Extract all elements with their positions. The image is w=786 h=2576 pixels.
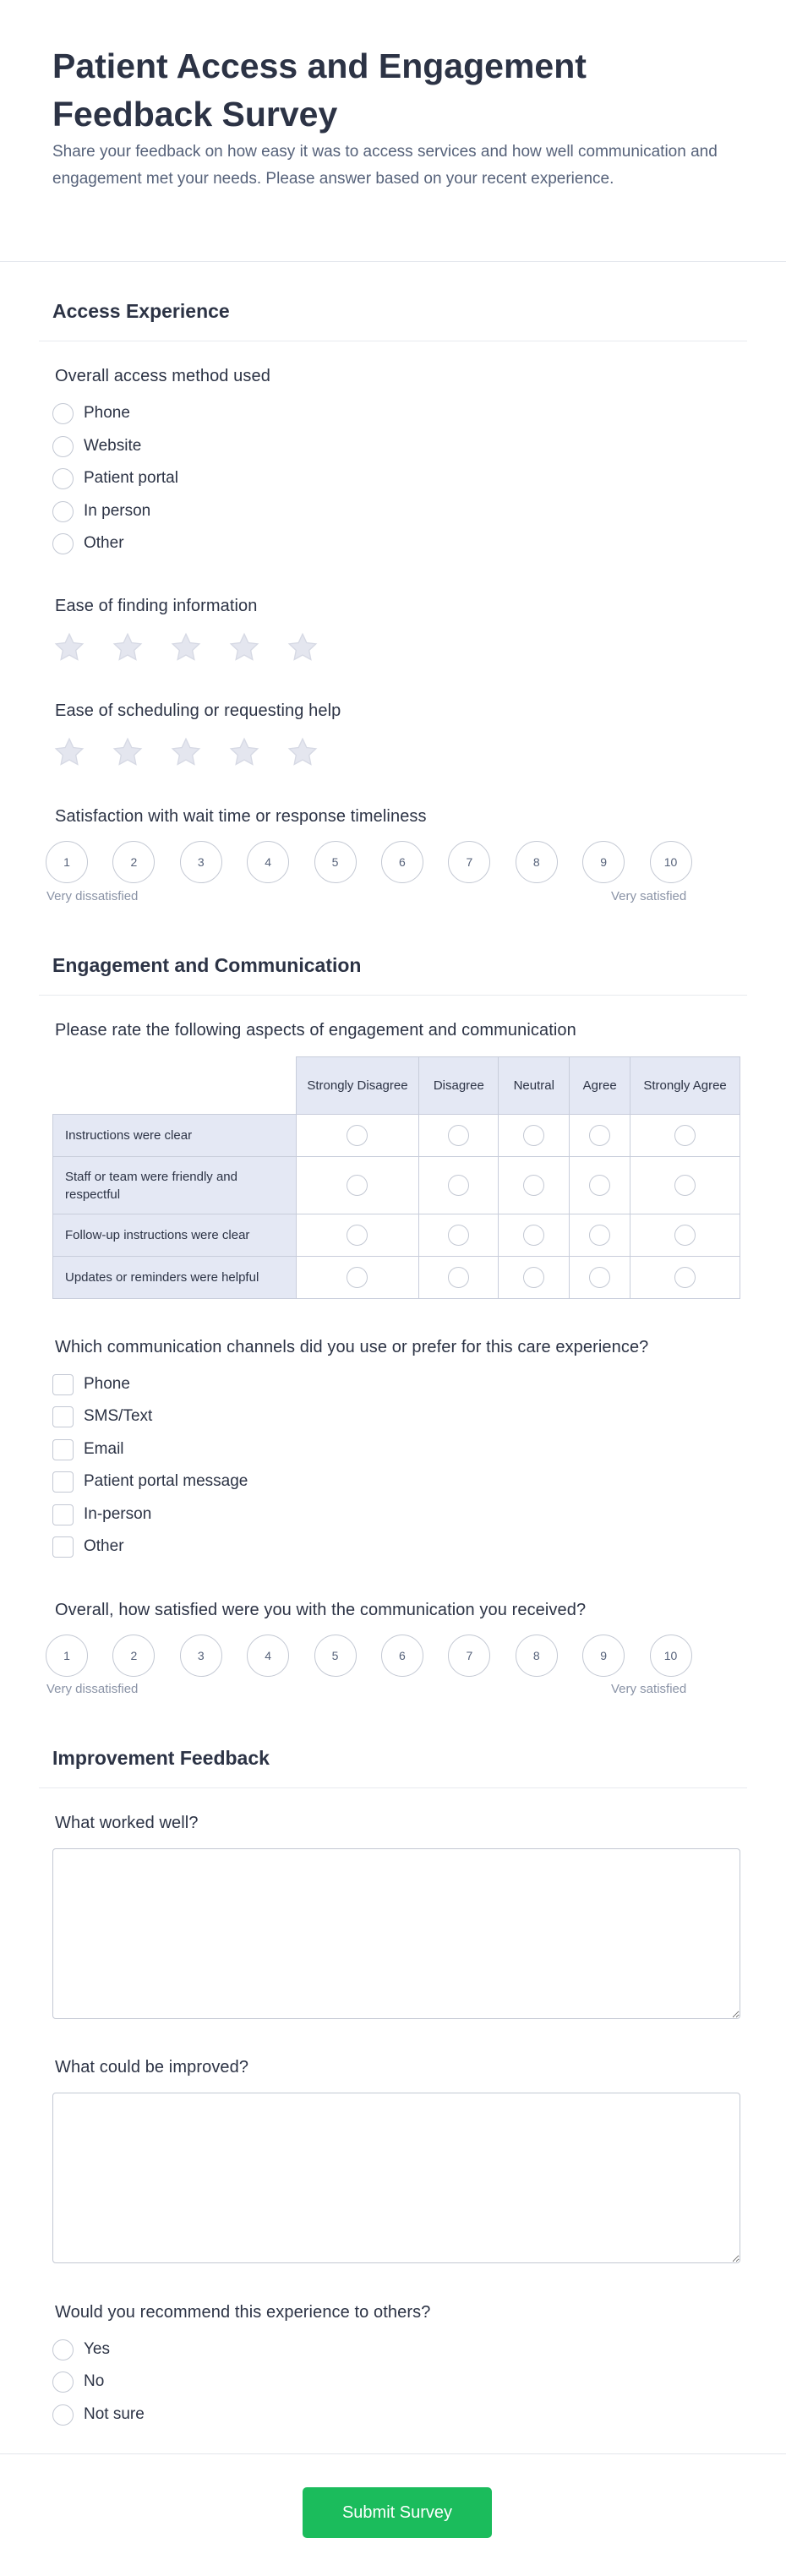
radio-option-in-person[interactable] [52, 499, 150, 523]
matrix-cell [296, 1257, 419, 1299]
scale-option[interactable]: 1 [46, 1635, 88, 1677]
matrix-column-header: Agree [570, 1057, 630, 1115]
star-icon[interactable] [52, 630, 86, 664]
checkbox[interactable] [52, 1374, 74, 1395]
matrix-row [53, 1214, 740, 1257]
radio-option-other[interactable] [52, 532, 124, 555]
matrix-cell [570, 1214, 630, 1257]
scale-low-label: Very dissatisfied [46, 889, 139, 903]
star-icon[interactable] [52, 735, 86, 769]
radio-label: Yes [84, 2340, 110, 2358]
scale-option[interactable]: 4 [247, 841, 289, 883]
checkbox-option-portal-message[interactable] [52, 1470, 248, 1493]
radio-label: In person [84, 502, 151, 520]
question-label-improve: What could be improved? [55, 2058, 249, 2077]
matrix-cell [630, 1115, 740, 1157]
matrix-corner [53, 1057, 297, 1115]
matrix-cell [499, 1214, 570, 1257]
matrix-radio[interactable] [448, 1267, 469, 1288]
submit-button[interactable]: Submit Survey [303, 2487, 492, 2538]
checkbox-label: Phone [84, 1375, 130, 1393]
section-divider [39, 995, 747, 996]
question-label-worked-well: What worked well? [55, 1814, 199, 1832]
checkbox-label: Other [84, 1537, 124, 1555]
radio-button[interactable] [52, 2371, 74, 2393]
matrix-row [53, 1115, 740, 1157]
radio-option-yes[interactable] [52, 2338, 110, 2361]
scale-option[interactable]: 1 [46, 841, 88, 883]
question-label-ease-scheduling: Ease of scheduling or requesting help [55, 701, 341, 720]
scale-option[interactable]: 4 [247, 1635, 289, 1677]
checkbox-label: In-person [84, 1505, 152, 1523]
matrix-radio[interactable] [347, 1225, 368, 1246]
matrix-cell [630, 1214, 740, 1257]
matrix-radio[interactable] [589, 1225, 610, 1246]
checkbox-label: Patient portal message [84, 1472, 248, 1490]
scale-option[interactable]: 6 [381, 841, 423, 883]
matrix-row-label: Follow-up instructions were clear [53, 1214, 297, 1257]
scale-option[interactable]: 8 [516, 1635, 558, 1677]
section-divider [39, 1787, 747, 1788]
checkbox-option-email[interactable] [52, 1438, 124, 1461]
scale-option[interactable]: 2 [112, 841, 155, 883]
scale-option[interactable]: 7 [448, 841, 490, 883]
page-title: Patient Access and Engagement Feedback Survey [52, 46, 587, 134]
checkbox[interactable] [52, 1439, 74, 1460]
scale-rating-overall-communication [46, 1635, 717, 1677]
matrix-cell [499, 1257, 570, 1299]
scale-option[interactable]: 8 [516, 841, 558, 883]
matrix-cell [296, 1214, 419, 1257]
radio-option-not-sure[interactable] [52, 2403, 145, 2426]
star-icon[interactable] [111, 630, 145, 664]
question-label-matrix: Please rate the following aspects of engagement and communication [55, 1021, 576, 1040]
star-icon[interactable] [227, 735, 261, 769]
rating-matrix [52, 1056, 740, 1299]
scale-option[interactable]: 10 [650, 841, 692, 883]
matrix-cell [630, 1257, 740, 1299]
scale-low-label: Very dissatisfied [46, 1682, 139, 1696]
matrix-radio[interactable] [448, 1225, 469, 1246]
scale-option[interactable]: 10 [650, 1635, 692, 1677]
radio-label: Other [84, 534, 124, 552]
scale-rating-wait-time [46, 841, 717, 883]
checkbox-option-phone[interactable] [52, 1373, 130, 1396]
section-title-improvement: Improvement Feedback [52, 1747, 270, 1769]
question-label-overall-communication: Overall, how satisfied were you with the communication you received? [55, 1601, 587, 1619]
matrix-column-header: Strongly Agree [630, 1057, 740, 1115]
radio-button[interactable] [52, 533, 74, 554]
star-icon[interactable] [286, 735, 319, 769]
checkbox-label: Email [84, 1440, 124, 1458]
matrix-cell [419, 1157, 499, 1214]
scale-option[interactable]: 2 [112, 1635, 155, 1677]
scale-option[interactable]: 3 [180, 841, 222, 883]
checkbox-option-other[interactable] [52, 1535, 124, 1558]
survey-header [0, 0, 786, 262]
matrix-cell [570, 1157, 630, 1214]
scale-high-label: Very satisfied [611, 889, 687, 903]
matrix-radio[interactable] [347, 1125, 368, 1146]
radio-option-no[interactable] [52, 2370, 104, 2393]
radio-label: Patient portal [84, 469, 178, 487]
matrix-cell [419, 1115, 499, 1157]
question-label-access-method: Overall access method used [55, 367, 270, 385]
scale-option[interactable]: 5 [314, 1635, 357, 1677]
matrix-row-label: Staff or team were friendly and respectful [53, 1157, 297, 1214]
radio-option-patient-portal[interactable] [52, 467, 178, 490]
star-rating-ease-info [52, 630, 344, 664]
radio-label: Phone [84, 404, 130, 422]
section-title-access: Access Experience [52, 300, 230, 322]
radio-label: No [84, 2372, 105, 2390]
scale-option[interactable]: 7 [448, 1635, 490, 1677]
matrix-row-label: Updates or reminders were helpful [53, 1257, 297, 1299]
matrix-radio[interactable] [589, 1267, 610, 1288]
footer-divider [0, 2453, 786, 2454]
checkbox-option-sms[interactable] [52, 1405, 152, 1428]
checkbox-option-in-person[interactable] [52, 1503, 151, 1526]
question-label-channels: Which communication channels did you use or prefer for this care experience? [55, 1338, 649, 1356]
matrix-row-label: Instructions were clear [53, 1115, 297, 1157]
matrix-radio[interactable] [448, 1175, 469, 1196]
radio-button[interactable] [52, 436, 74, 457]
matrix-cell [570, 1115, 630, 1157]
improve-textarea[interactable] [52, 2093, 740, 2263]
radio-button[interactable] [52, 2339, 74, 2360]
matrix-cell [499, 1115, 570, 1157]
radio-button[interactable] [52, 468, 74, 489]
checkbox-label: SMS/Text [84, 1407, 153, 1425]
matrix-header-row [53, 1057, 740, 1115]
matrix-radio[interactable] [523, 1175, 544, 1196]
radio-label: Website [84, 437, 142, 455]
checkbox[interactable] [52, 1504, 74, 1525]
radio-option-phone[interactable] [52, 401, 130, 425]
page-description: Share your feedback on how easy it was to access services and how well communication and engagement met your needs. Please answer based on your recent experience. [52, 143, 718, 188]
checkbox[interactable] [52, 1406, 74, 1427]
scale-option[interactable]: 9 [582, 1635, 625, 1677]
matrix-radio[interactable] [589, 1175, 610, 1196]
matrix-radio[interactable] [347, 1175, 368, 1196]
matrix-radio[interactable] [674, 1225, 696, 1246]
scale-option[interactable]: 9 [582, 841, 625, 883]
matrix-radio[interactable] [523, 1267, 544, 1288]
question-label-ease-info: Ease of finding information [55, 597, 258, 615]
section-title-engagement: Engagement and Communication [52, 954, 362, 976]
radio-button[interactable] [52, 501, 74, 522]
matrix-radio[interactable] [523, 1225, 544, 1246]
star-icon[interactable] [169, 630, 203, 664]
checkbox[interactable] [52, 1471, 74, 1493]
worked-well-textarea[interactable] [52, 1848, 740, 2019]
star-icon[interactable] [111, 735, 145, 769]
scale-high-label: Very satisfied [611, 1682, 687, 1696]
matrix-row [53, 1257, 740, 1299]
star-icon[interactable] [169, 735, 203, 769]
star-icon[interactable] [286, 630, 319, 664]
matrix-row [53, 1157, 740, 1214]
matrix-radio[interactable] [448, 1125, 469, 1146]
matrix-radio[interactable] [347, 1267, 368, 1288]
question-label-wait-time: Satisfaction with wait time or response timeliness [55, 807, 427, 826]
scale-option[interactable]: 6 [381, 1635, 423, 1677]
matrix-column-header: Neutral [499, 1057, 570, 1115]
radio-label: Not sure [84, 2405, 145, 2423]
matrix-cell [296, 1115, 419, 1157]
matrix-radio[interactable] [674, 1175, 696, 1196]
radio-button[interactable] [52, 2404, 74, 2426]
radio-button[interactable] [52, 403, 74, 424]
scale-option[interactable]: 3 [180, 1635, 222, 1677]
matrix-cell [499, 1157, 570, 1214]
matrix-column-header: Strongly Disagree [296, 1057, 419, 1115]
question-label-recommend: Would you recommend this experience to others? [55, 2303, 431, 2322]
matrix-cell [630, 1157, 740, 1214]
star-icon[interactable] [227, 630, 261, 664]
matrix-radio[interactable] [589, 1125, 610, 1146]
matrix-cell [570, 1257, 630, 1299]
matrix-radio[interactable] [674, 1267, 696, 1288]
matrix-radio[interactable] [674, 1125, 696, 1146]
matrix-cell [296, 1157, 419, 1214]
matrix-column-header: Disagree [419, 1057, 499, 1115]
matrix-cell [419, 1214, 499, 1257]
matrix-cell [419, 1257, 499, 1299]
matrix-radio[interactable] [523, 1125, 544, 1146]
scale-option[interactable]: 5 [314, 841, 357, 883]
checkbox[interactable] [52, 1536, 74, 1558]
radio-option-website[interactable] [52, 434, 141, 458]
star-rating-ease-scheduling [52, 735, 344, 769]
